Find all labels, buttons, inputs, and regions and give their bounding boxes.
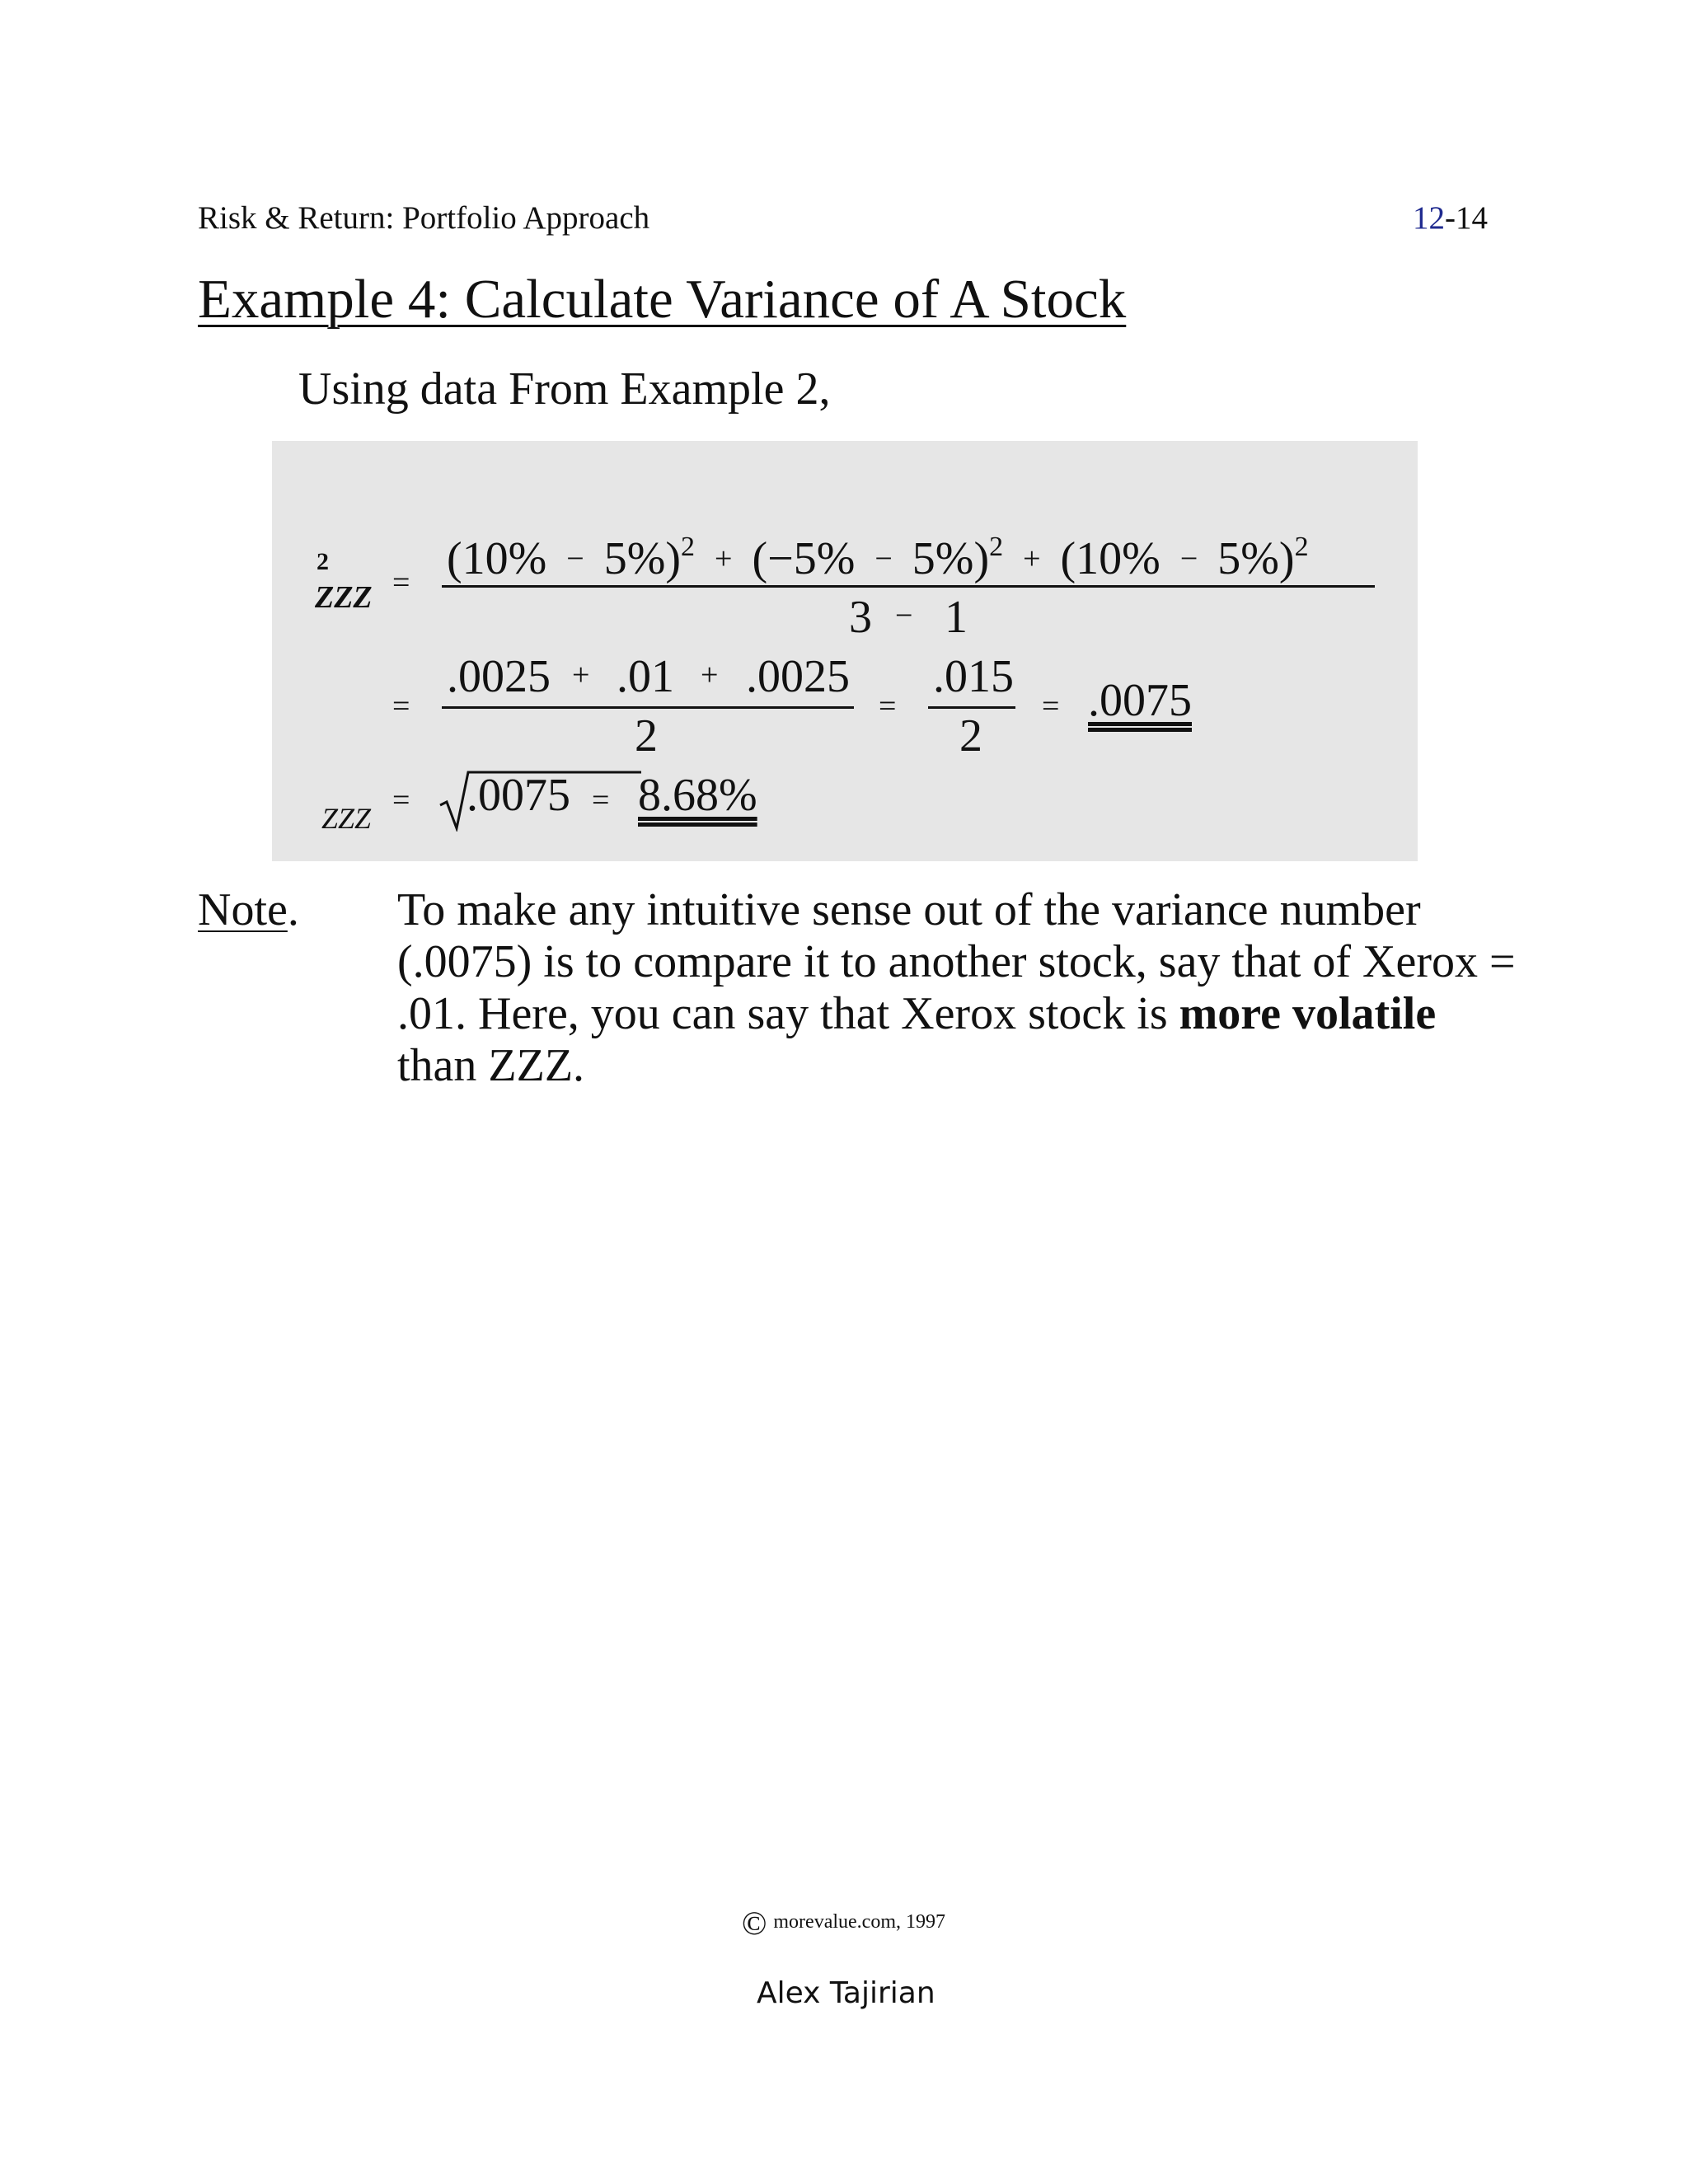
variance-result: .0075 bbox=[1088, 675, 1192, 726]
note-label bbox=[198, 883, 299, 936]
denominator-term: 3 bbox=[849, 592, 872, 643]
deviation-term: 5%)$^2$ bbox=[1217, 532, 1309, 584]
note-line: To make any intuitive sense out of the variance number bbox=[397, 884, 1421, 935]
minus-sign: − bbox=[1179, 541, 1198, 576]
radicand: .0075 bbox=[467, 770, 570, 821]
copyright-icon: © bbox=[742, 1905, 767, 1942]
variance-numerator bbox=[447, 532, 1309, 585]
note-line: (.0075) is to compare it to another stock, say that of Xerox = bbox=[397, 936, 1516, 987]
denominator-term: 2 bbox=[959, 710, 982, 762]
page-number bbox=[1413, 199, 1488, 237]
equals-sign: = bbox=[392, 565, 410, 600]
note-text: .01. Here, you can say that Xerox stock is bbox=[397, 988, 1179, 1039]
running-header: Risk & Return: Portfolio Approach bbox=[198, 200, 650, 236]
copyright-text: morevalue.com, 1997 bbox=[773, 1911, 945, 1933]
fraction-bar bbox=[442, 706, 854, 709]
equals-sign: = bbox=[392, 689, 410, 724]
page-title: Example 4: Calculate Variance of A Stock bbox=[198, 269, 1127, 330]
plus-sign: + bbox=[715, 541, 733, 576]
deviation-term: (−5% bbox=[752, 533, 856, 584]
equals-sign: = bbox=[592, 783, 610, 818]
author-name: Alex Tajirian bbox=[757, 1976, 935, 2010]
note-label-period: . bbox=[287, 884, 299, 935]
minus-sign: − bbox=[566, 541, 584, 576]
plus-sign: + bbox=[701, 658, 719, 692]
plus-sign: + bbox=[572, 658, 590, 692]
copyright-notice bbox=[742, 1904, 945, 1943]
note-line bbox=[397, 987, 1436, 1040]
numerator-term: .01 bbox=[617, 651, 674, 702]
plus-sign: + bbox=[1023, 541, 1041, 576]
minus-sign: − bbox=[895, 598, 913, 633]
exponent: 2 bbox=[989, 532, 1004, 562]
note-label-text: Note bbox=[198, 884, 288, 935]
equals-sign: = bbox=[1042, 689, 1060, 724]
numerator-term: .015 bbox=[933, 651, 1014, 702]
emphasis-text: more volatile bbox=[1179, 988, 1437, 1039]
numerator-term: .0025 bbox=[447, 651, 551, 702]
exponent: 2 bbox=[1294, 532, 1309, 562]
fraction-bar bbox=[928, 706, 1015, 709]
minus-sign: − bbox=[874, 541, 893, 576]
note-line: than ZZZ. bbox=[397, 1040, 585, 1091]
chapter-number: 12 bbox=[1413, 200, 1445, 236]
std-dev-subscript: ZZZ bbox=[321, 802, 372, 835]
equals-sign: = bbox=[392, 783, 410, 818]
equals-sign: = bbox=[879, 689, 897, 724]
deviation-term: 5%)$^2$ bbox=[912, 532, 1004, 584]
intro-text: Using data From Example 2, bbox=[298, 363, 831, 415]
page-suffix: -14 bbox=[1445, 200, 1488, 236]
denominator-term: 2 bbox=[635, 710, 658, 762]
std-dev-result: 8.68% bbox=[638, 770, 757, 821]
deviation-term: (10% bbox=[1060, 533, 1160, 584]
deviation-term: (10% bbox=[447, 533, 547, 584]
variance-exponent: 2 bbox=[316, 548, 329, 575]
formula-panel bbox=[272, 441, 1418, 861]
fraction-bar bbox=[442, 585, 1375, 588]
numerator-term: .0025 bbox=[746, 651, 850, 702]
variance-subscript: ZZZ bbox=[315, 580, 373, 615]
exponent: 2 bbox=[681, 532, 696, 562]
denominator-term: 1 bbox=[945, 592, 968, 643]
deviation-term: 5%)$^2$ bbox=[603, 532, 696, 584]
